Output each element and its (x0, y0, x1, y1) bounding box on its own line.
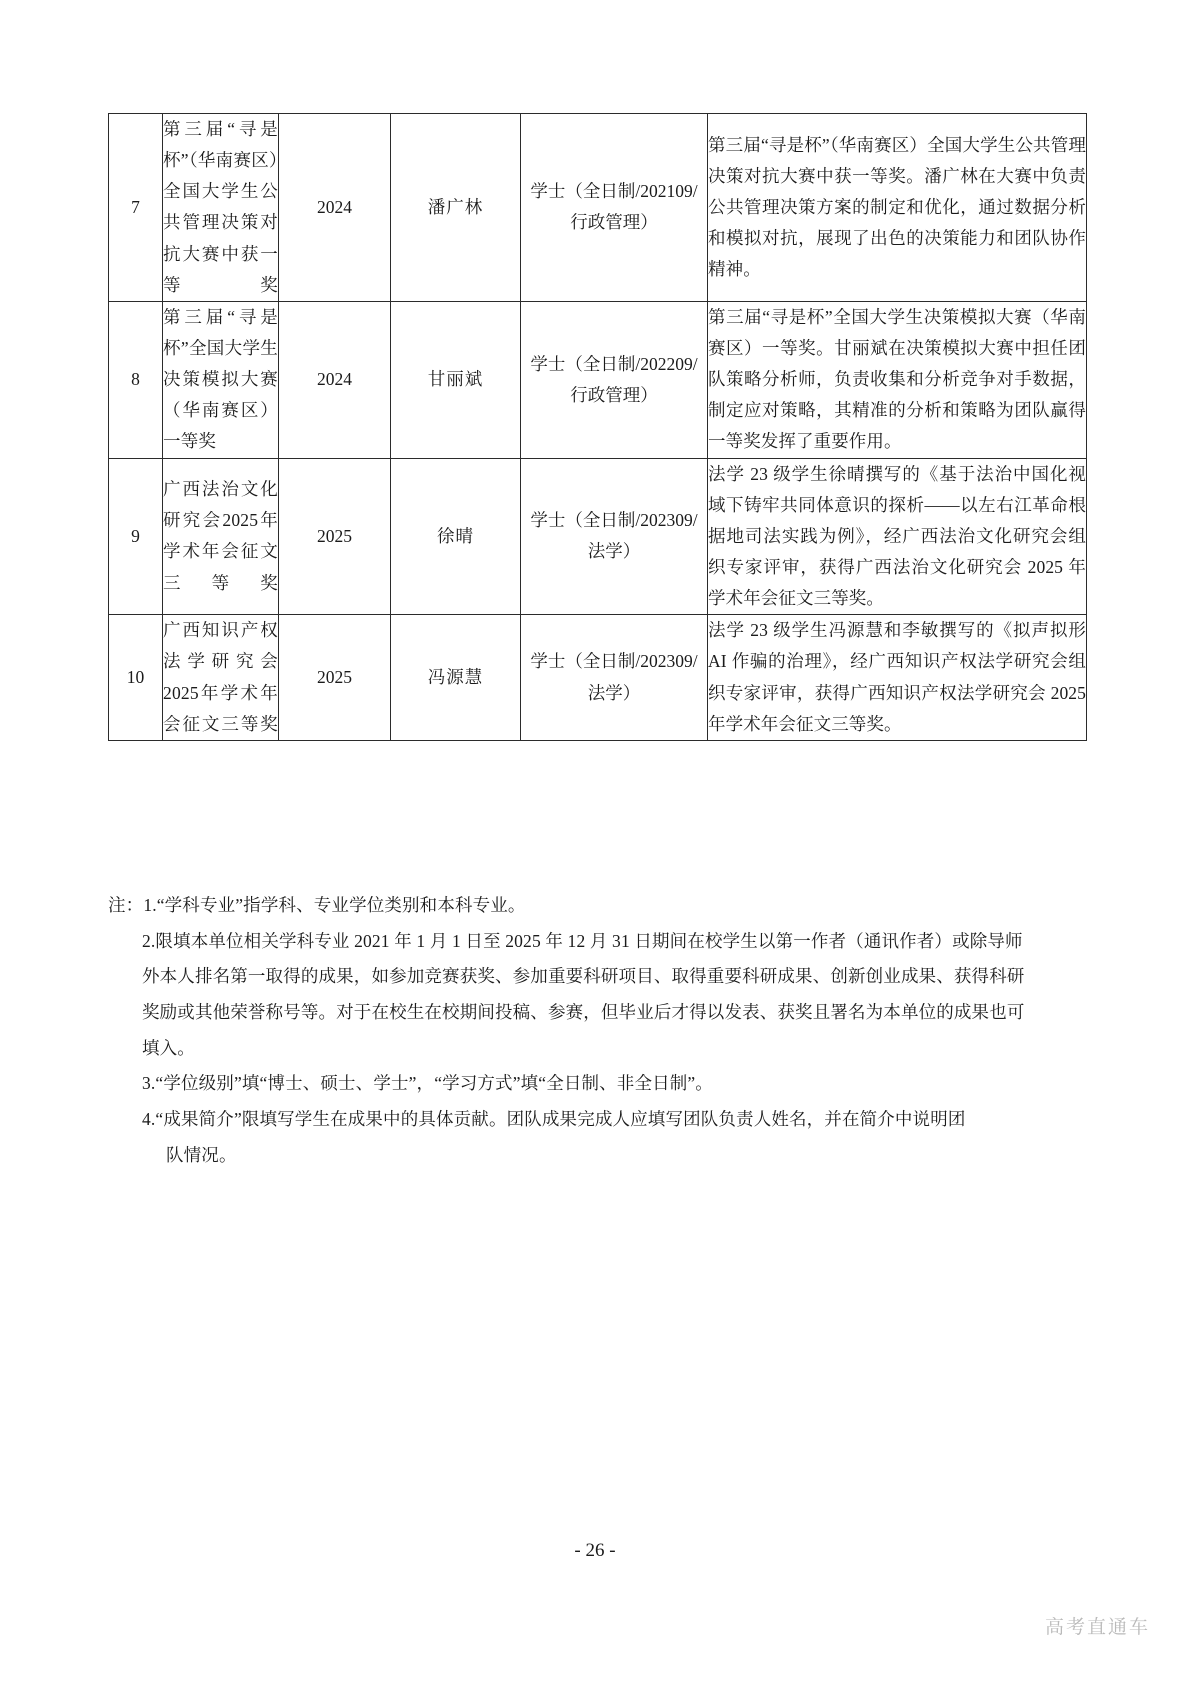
achievement-name: 广西法治文化研究会2025年学术年会征文三等奖 (163, 458, 279, 615)
student-name: 潘广林 (391, 114, 521, 302)
degree-line-1: 学士（全日制/202209/ (530, 353, 698, 374)
achievement-year: 2025 (279, 615, 391, 741)
achievement-name: 广西知识产权法学研究会2025年学术年会征文三等奖 (163, 615, 279, 741)
achievement-year: 2025 (279, 458, 391, 615)
achievement-year: 2024 (279, 114, 391, 302)
degree-line-2: 行政管理） (570, 212, 658, 233)
page-number: - 26 - (574, 1540, 616, 1561)
row-number: 10 (109, 615, 163, 741)
student-name: 徐晴 (391, 458, 521, 615)
note-item-3: 3.“学位级别”填“博士、硕士、学士”，“学习方式”填“全日制、非全日制”。 (142, 1073, 713, 1094)
watermark: 高考直通车 (1044, 1617, 1150, 1638)
student-achievements-table (108, 113, 1087, 741)
student-name: 甘丽斌 (391, 301, 521, 458)
achievement-description: 第三届“寻是杯”（华南赛区）全国大学生公共管理决策对抗大赛中获一等奖。潘广林在大赛中负责公共管理决策方案的制定和优化，通过数据分析和模拟对抗，展现了出色的决策能力和团队协作精神。 (708, 114, 1087, 302)
achievement-name: 第三届“寻是杯”全国大学生决策模拟大赛（华南赛区）一等奖 (163, 301, 279, 458)
notes-section (108, 888, 1090, 1174)
row-number: 9 (109, 458, 163, 615)
table-row (109, 301, 1087, 458)
degree-line-2: 法学） (587, 682, 641, 703)
degree-line-2: 行政管理） (570, 384, 658, 405)
note-item-1 (108, 888, 1090, 924)
table-row (109, 615, 1087, 741)
note-item-2-line-4: 填入。 (142, 1037, 195, 1058)
achievement-description: 第三届“寻是杯”全国大学生决策模拟大赛（华南赛区）一等奖。甘丽斌在决策模拟大赛中担任团队策略分析师，负责收集和分析竞争对手数据，制定应对策略，其精准的分析和策略为团队赢得一等奖发挥了重要作用。 (708, 301, 1087, 458)
achievement-year: 2024 (279, 301, 391, 458)
note-item-2-line-2: 外本人排名第一取得的成果，如参加竞赛获奖、参加重要科研项目、取得重要科研成果、创新创业成果、获得科研 (142, 966, 1025, 987)
note-item-2-line-1: 2.限填本单位相关学科专业 2021 年 1 月 1 日至 2025 年 12 月 31 日期间在校学生以第一作者（通讯作者）或除导师 (142, 930, 1023, 951)
degree-info (521, 458, 708, 615)
achievement-description: 法学 23 级学生冯源慧和李敏撰写的《拟声拟形 AI 作骗的治理》，经广西知识产权法学研究会组织专家评审，获得广西知识产权法学研究会 2025 年学术年会征文三等奖。 (708, 615, 1087, 741)
notes-label: 注： (108, 895, 144, 915)
student-name: 冯源慧 (391, 615, 521, 741)
degree-line-2: 法学） (587, 541, 641, 562)
degree-line-1: 学士（全日制/202309/ (530, 510, 698, 531)
row-number: 7 (109, 114, 163, 302)
note-item-4-line-1: 4.“成果简介”限填写学生在成果中的具体贡献。团队成果完成人应填写团队负责人姓名，并在简介中说明团 (142, 1109, 966, 1130)
row-number: 8 (109, 301, 163, 458)
achievement-name: 第三届“寻是杯”（华南赛区）全国大学生公共管理决策对抗大赛中获一等奖 (163, 114, 279, 302)
note-item-4-line-2: 队情况。 (166, 1144, 237, 1165)
note-item-2-line-3: 奖励或其他荣誉称号等。对于在校生在校期间投稿、参赛，但毕业后才得以发表、获奖且署名为本单位的成果也可 (142, 1002, 1025, 1023)
table-row (109, 114, 1087, 302)
degree-info (521, 615, 708, 741)
degree-info (521, 301, 708, 458)
note-1-text: 1.“学科专业”指学科、专业学位类别和本科专业。 (143, 895, 526, 915)
table-row (109, 458, 1087, 615)
achievement-description: 法学 23 级学生徐晴撰写的《基于法治中国化视域下铸牢共同体意识的探析——以左右江革命根据地司法实践为例》，经广西法治文化研究会组织专家评审，获得广西法治文化研究会 2025 年学术年会征文三等奖。 (708, 458, 1087, 615)
degree-line-1: 学士（全日制/202109/ (530, 181, 698, 202)
degree-info (521, 114, 708, 302)
degree-line-1: 学士（全日制/202309/ (530, 651, 698, 672)
